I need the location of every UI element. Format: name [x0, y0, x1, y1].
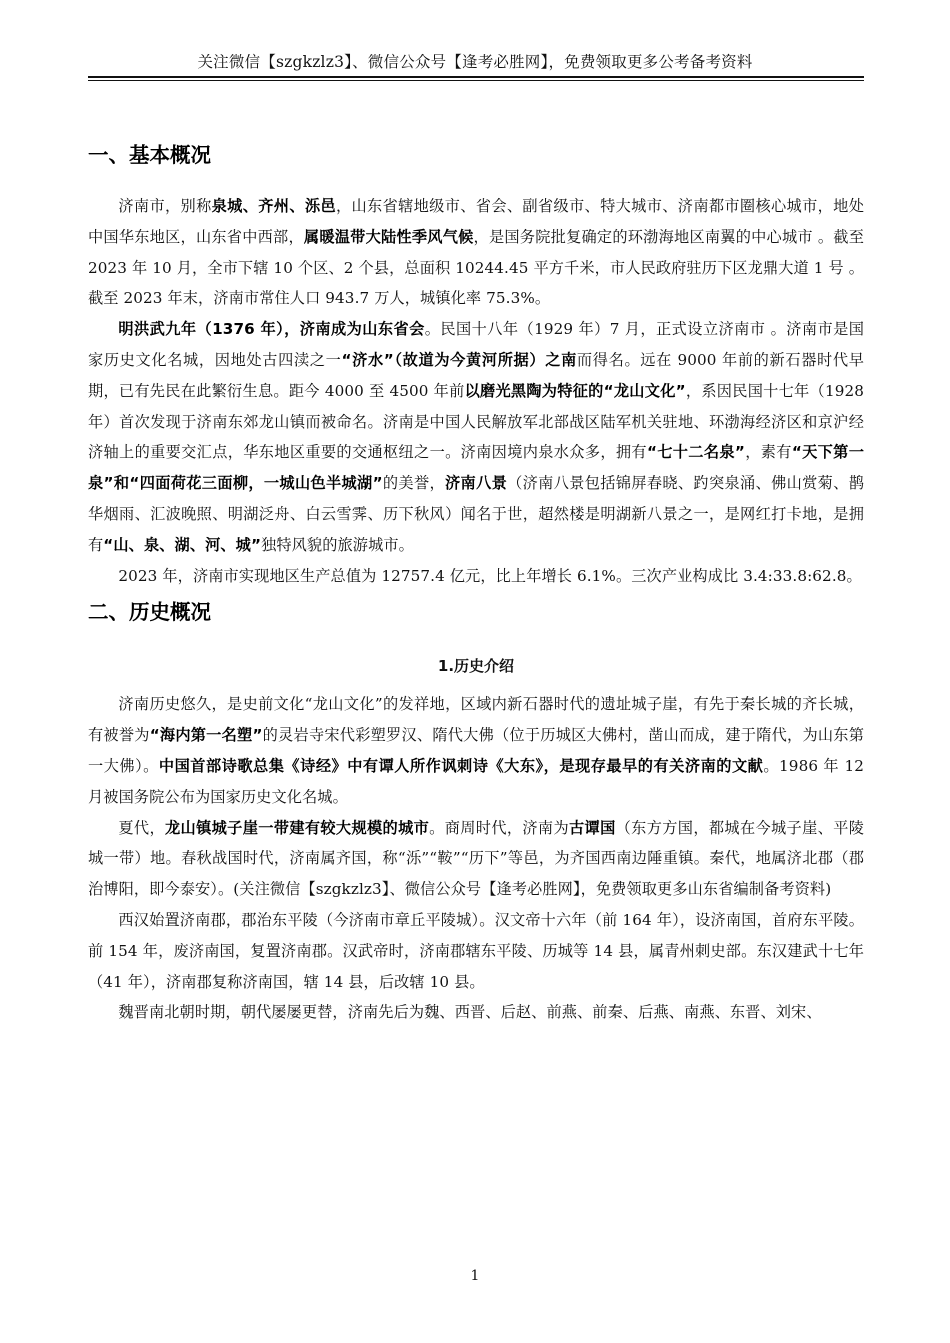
paragraph-wei-jin	[88, 997, 864, 1028]
text-run: （东方方国，都城在今城子崖、平陵城一带）地。春秋战国时代，济南属齐国，称“泺”“鞍”“历下”等邑，为齐国西南边陲重镇。秦代，地属济北郡（郡治博阳，即今泰安）。(关注微信【szgkzlz3】、微信公众号【逢考必胜网】，免费领取更多山东省编制备考资料)	[88, 818, 864, 899]
paragraph-xia-shang-qin	[88, 813, 864, 905]
text-run: 。民国十八年（1929 年）7 月，正式设立济南市 。济南市是国家历史文化名城，因地处古四渎之一	[88, 320, 864, 369]
bold-text: 中国首部诗歌总集《诗经》中有谭人所作讽刺诗《大东》，是现存最早的有关济南的文献	[158, 756, 764, 775]
page-header: 关注微信【szgkzlz3】、微信公众号【逢考必胜网】，免费领取更多公考备考资料	[197, 53, 753, 71]
bold-text: 泉城、齐州、泺邑	[211, 197, 336, 215]
paragraph-economy	[88, 561, 864, 592]
section-title-overview: 一、基本概况	[88, 143, 211, 167]
text-run: 的美誉，	[382, 474, 446, 493]
bold-text: “海内第一名塑”	[149, 726, 263, 745]
bold-text: “七十二名泉”	[646, 443, 745, 462]
paragraph-city-intro	[88, 191, 864, 314]
bold-text: 明洪武九年（1376 年），济南成为山东省会	[118, 320, 425, 339]
text-run: ，素有	[744, 443, 792, 462]
text-run: 济南历史悠久，是史前文化“龙山文化”的发祥地，区域内新石器时代的遗址城子崖，有先于秦长城的齐长城，有被誉为	[88, 695, 864, 745]
text-run: 而得名。远在 9000 年前的新石器时代早期，已有先民在此繁衍生息。距今 4000 至 4500 年前	[88, 350, 864, 400]
text-run: 。商周时代，济南为	[429, 818, 570, 837]
paragraph-history-intro	[88, 689, 864, 812]
text-run: ，山东省辖地级市、省会、副省级市、特大城市、济南都市圈核心城市，地处中国华东地区，山东省中西部，	[88, 197, 864, 246]
bold-text: 以磨光黑陶为特征的“龙山文化”	[464, 381, 686, 400]
text-run: ，是国务院批复确定的环渤海地区南翼的中心城市 。截至 2023 年 10 月，全市下辖 10 个区、2 个县，总面积 10244.45 平方千米，市人民政府驻历下区龙鼎大道 1 号 。截至 2023 年末，济南市常住人口 943.7 万人，城镇化率 75.3%。	[88, 227, 864, 308]
header-rule-thick	[88, 76, 864, 78]
text-run: （济南八景包括锦屏春晓、趵突泉涌、佛山赏菊、鹊华烟雨、汇波晚照、明湖泛舟、白云雪霁、历下秋风）闻名于世，超然楼是明湖新八景之一，是网红打卡地，是拥有	[88, 474, 864, 554]
header-rule-thin	[88, 80, 864, 81]
text-run: 。1986 年 12 月被国务院公布为国家历史文化名城。	[88, 756, 864, 806]
document-body	[88, 140, 864, 1028]
paragraph-city-history	[88, 314, 864, 560]
text-run: ，系因民国十七年（1928 年）首次发现于济南东郊龙山镇而被命名。济南是中国人民解放军北部战区陆军机关驻地、环渤海经济区和京沪经济轴上的重要交汇点，华东地区重要的交通枢纽之一。济南因境内泉水众多，拥有	[88, 381, 864, 462]
bold-text: “济水”（故道为今黄河所据）之南	[341, 350, 577, 369]
text-run: 的灵岩寺宋代彩塑罗汉、隋代大佛（位于历城区大佛村，凿山而成，建于隋代，为山东第一大佛）。	[88, 726, 865, 775]
bold-text: “天下第一泉”和“四面荷花三面柳，一城山色半城湖”	[88, 443, 864, 493]
text-run: 夏代，	[118, 818, 166, 837]
bold-text: 龙山镇城子崖一带建有较大规模的城市	[165, 818, 430, 837]
text-run: 济南市，别称	[118, 197, 212, 215]
paragraph-han-dynasty	[88, 905, 864, 997]
bold-text: 属暖温带大陆性季风气候	[303, 227, 474, 246]
text-run: 独特风貌的旅游城市。	[261, 535, 414, 554]
text-run: 2023 年，济南市实现地区生产总值为 12757.4 亿元，比上年增长 6.1%。三次产业构成比 3.4:33.8:62.8。	[118, 566, 862, 585]
text-run: 魏晋南北朝时期，朝代屡屡更替，济南先后为魏、西晋、后赵、前燕、前秦、后燕、南燕、东晋、刘宋、	[118, 1003, 822, 1022]
subsection-title: 1.历史介绍	[437, 657, 515, 676]
section-title-history: 二、历史概况	[88, 600, 211, 625]
text-run: 西汉始置济南郡，郡治东平陵（今济南市章丘平陵城）。汉文帝十六年（前 164 年），设济南国，首府东平陵。前 154 年，废济南国，复置济南郡。汉武帝时，济南郡辖东平陵、历城等 14 县，属青州刺史部。东汉建武十七年（41 年），济南郡复称济南国，辖 14 县，后改辖 10 县。	[88, 910, 864, 991]
bold-text: “山、泉、湖、河、城”	[103, 535, 262, 554]
page-number: 1	[470, 1268, 480, 1284]
bold-text: 济南八景	[445, 474, 508, 493]
bold-text: 古谭国	[569, 818, 616, 837]
